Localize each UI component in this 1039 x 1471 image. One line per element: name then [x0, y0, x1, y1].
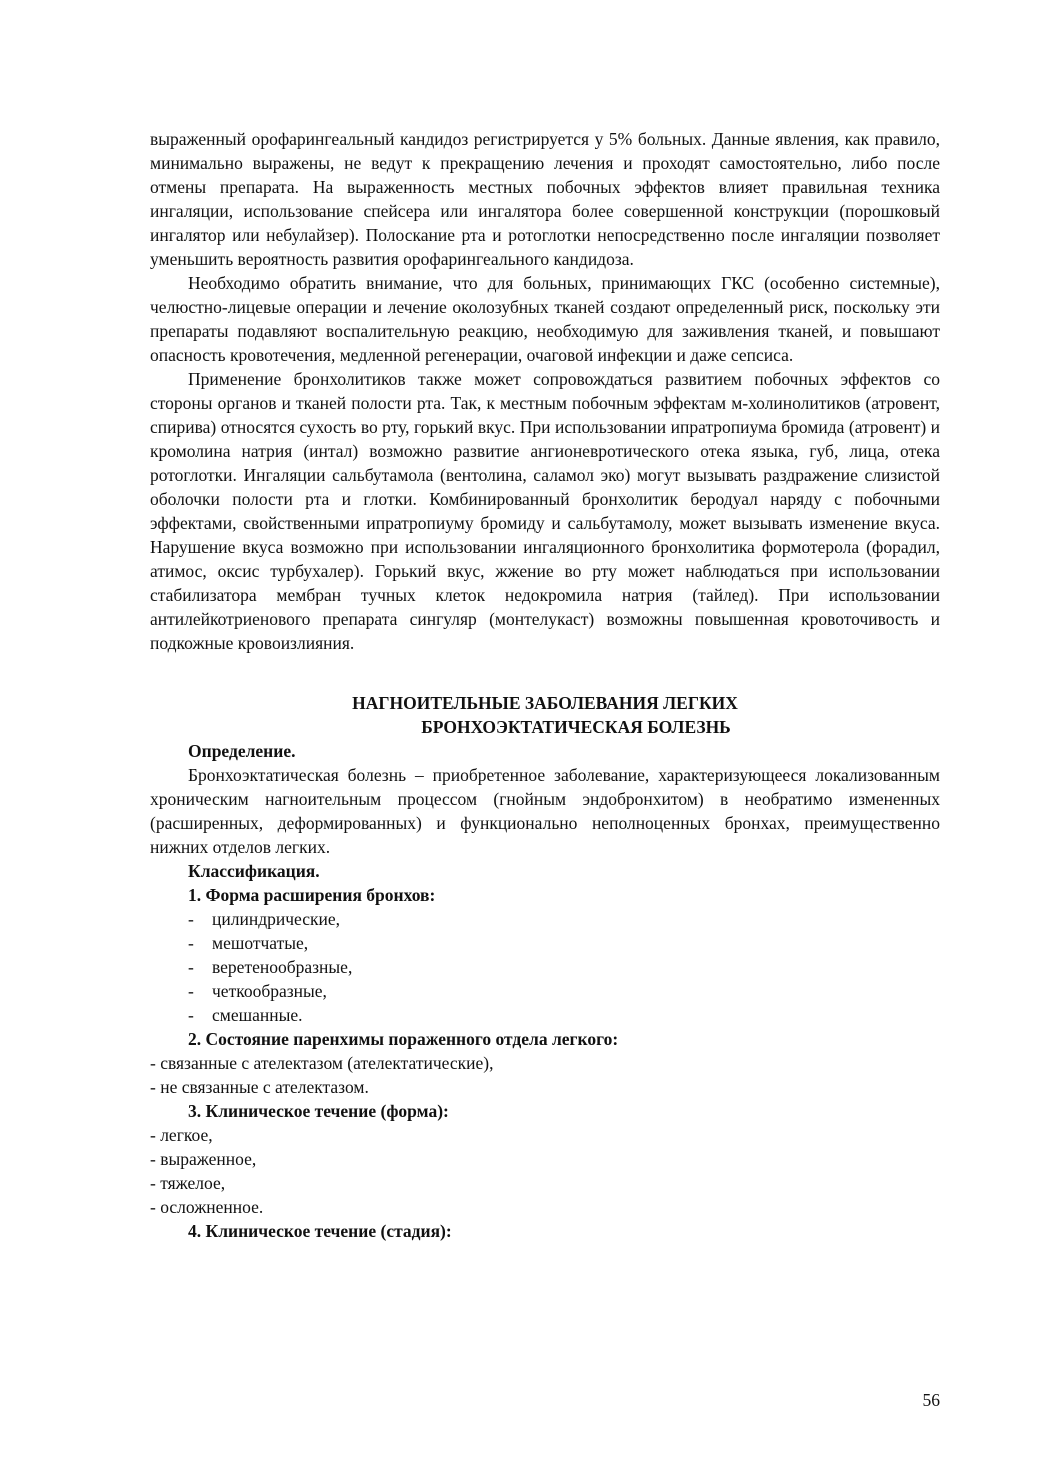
list-item: - четкообразные,	[150, 979, 940, 1003]
list-item: - цилиндрические,	[150, 907, 940, 931]
list-item: - осложненное.	[150, 1197, 264, 1217]
section-title: НАГНОИТЕЛЬНЫЕ ЗАБОЛЕВАНИЯ ЛЕГКИХ	[352, 693, 738, 713]
list-item: - связанные с ателектазом (ателектатические),	[150, 1053, 494, 1073]
list-item: - не связанные с ателектазом.	[150, 1077, 369, 1097]
classification-label: Классификация.	[188, 861, 320, 881]
classification-1-list	[150, 907, 940, 1027]
definition-text: Бронхоэктатическая болезнь – приобретенное заболевание, характеризующееся локализованным хроническим нагноительным процессом (гнойным эндобронхитом) в необратимо измененных (расширенных, деформированных) и функционально неполноценных бронхах, преимущественно нижних отделов легких.	[150, 765, 940, 857]
page-number: 56	[922, 1390, 940, 1410]
list-item: - смешанные.	[150, 1003, 940, 1027]
paragraph-gcs-surgery: Необходимо обратить внимание, что для больных, принимающих ГКС (особенно системные), челюстно-лицевые операции и лечение околозубных тканей создают определенный риск, поскольку эти препараты подавляют воспалительную реакцию, необходимую для заживления тканей, и повышают опасность кровотечения, медленной регенерации, очаговой инфекции и даже сепсиса.	[150, 273, 940, 365]
list-item: - тяжелое,	[150, 1173, 226, 1193]
list-item: - мешотчатые,	[150, 931, 940, 955]
list-item: - легкое,	[150, 1125, 213, 1145]
classification-2-list	[150, 1051, 940, 1099]
list-item: - выраженное,	[150, 1149, 257, 1169]
definition-label: Определение.	[188, 741, 296, 761]
classification-3-list	[150, 1123, 940, 1219]
paragraph-candidiasis: выраженный орофарингеальный кандидоз регистрируется у 5% больных. Данные явления, как правило, минимально выражены, не ведут к прекращению лечения и проходят самостоятельно, либо после отмены препарата. На выраженность местных побочных эффектов влияет правильная техника ингаляции, использование спейсера или ингалятора более совершенной конструкции (порошковый ингалятор или небулайзер). Полоскание рта и ротоглотки непосредственно после ингаляции позволяет уменьшить вероятность развития орофарингеального кандидоза.	[150, 129, 940, 269]
classification-1-title: 1. Форма расширения бронхов:	[188, 885, 436, 905]
paragraph-bronchodilators: Применение бронхолитиков также может сопровождаться развитием побочных эффектов со стороны органов и тканей полости рта. Так, к местным побочным эффектам м-холинолитиков (атровент, спирива) относятся сухость во рту, горький вкус. При использовании ипратропиума бромида (атровент) и кромолина натрия (интал) возможно развитие ангионевротического отека языка, губ, лица, отека ротоглотки. Ингаляции сальбутамола (вентолина, саламол эко) могут вызывать раздражение слизистой оболочки полости рта и глотки. Комбинированный бронхолитик беродуал наряду с побочными эффектами, свойственными ипратропиуму бромиду и сальбутамолу, может вызывать изменение вкуса. Нарушение вкуса возможно при использовании ингаляционного бронхолитика формотерола (форадил, атимос, оксис турбухалер). Горький вкус, жжение во рту может наблюдаться при использовании стабилизатора мембран тучных клеток недокромила натрия (тайлед). При использовании антилейкотриенового препарата сингуляр (монтелукаст) возможны повышенная кровоточивость и подкожные кровоизлияния.	[150, 369, 940, 653]
classification-4-title: 4. Клиническое течение (стадия):	[188, 1221, 452, 1241]
list-item: - веретенообразные,	[150, 955, 940, 979]
section-subtitle: БРОНХОЭКТАТИЧЕСКАЯ БОЛЕЗНЬ	[421, 717, 731, 737]
classification-2-title: 2. Состояние паренхимы пораженного отдела легкого:	[188, 1029, 619, 1049]
classification-3-title: 3. Клиническое течение (форма):	[188, 1101, 449, 1121]
page-content	[150, 127, 940, 1243]
